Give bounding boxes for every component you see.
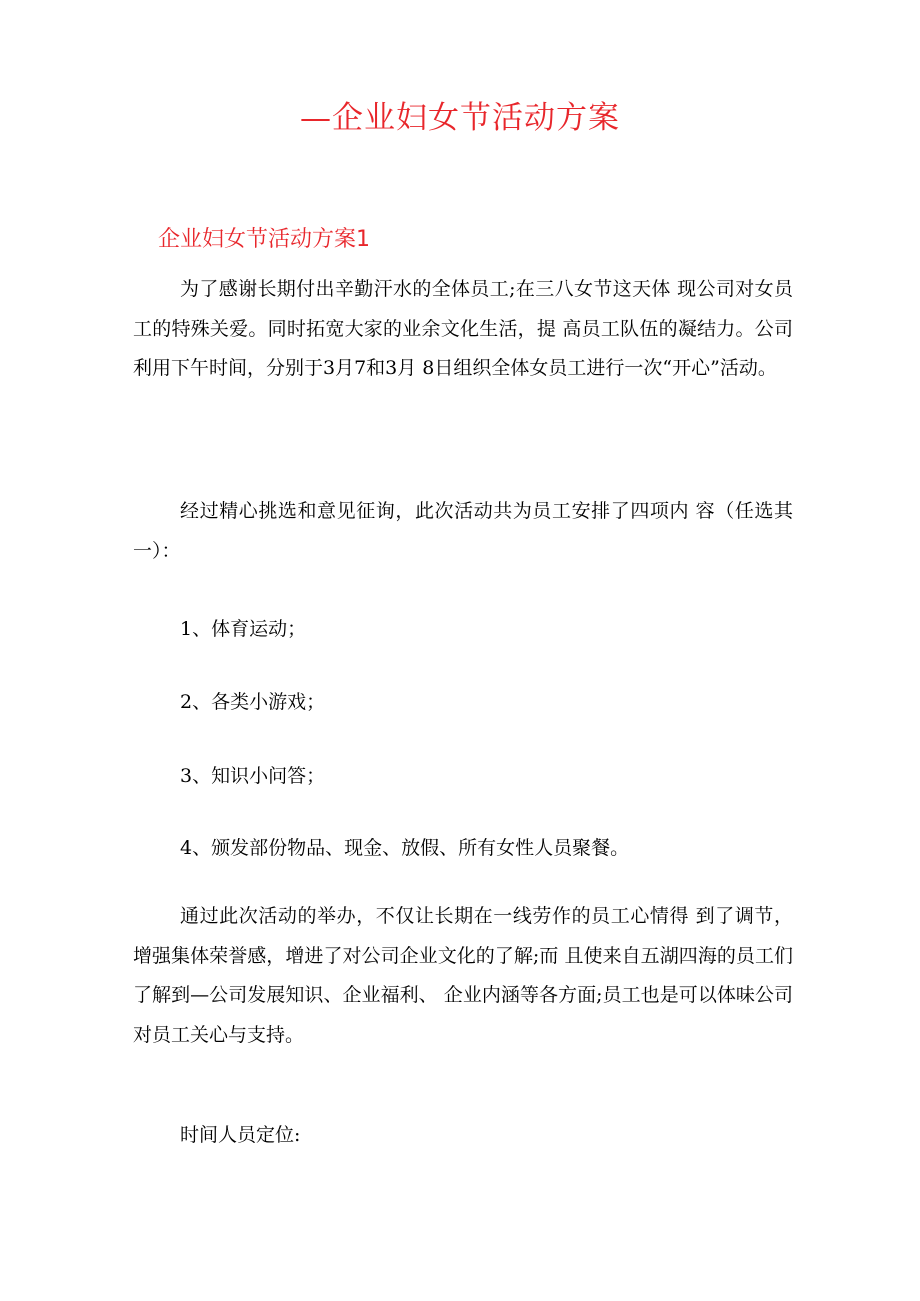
paragraph-time-personnel: 时间人员定位: <box>180 1124 301 1146</box>
section-heading: 企业妇女节活动方案1 <box>158 227 370 252</box>
paragraph-results: 通过此次活动的举办，不仅让长期在一线劳作的员工心情得 到了调节，增强集体荣誉感，增进了对公司企业文化的了解;而 且使来自五湖四海的员工们了解到—公司发展知识、企业福利、 企业内涵等各方面;员工也是可以体味公司对员工关心与支持。 <box>133 905 793 1046</box>
list-item-4: 4、颁发部份物品、现金、放假、所有女性人员聚餐。 <box>180 837 630 859</box>
list-item-2: 2、各类小游戏； <box>180 691 326 713</box>
list-item-1: 1、体育运动； <box>180 618 307 640</box>
document-title: —企业妇女节活动方案 <box>300 100 620 136</box>
paragraph-intro: 为了感谢长期付出辛勤汗水的全体员工;在三八女节这天体 现公司对女员工的特殊关爱。同时拓宽大家的业余文化生活，提 高员工队伍的凝结力。公司利用下午时间，分别于3月7和3月 8日组织全体女员工进行一次“开心”活动。 <box>133 278 793 379</box>
paragraph-activities-intro: 经过精心挑选和意见征询，此次活动共为员工安排了四项内 容（任选其一）： <box>133 500 793 562</box>
list-item-3: 3、知识小问答； <box>180 765 326 787</box>
